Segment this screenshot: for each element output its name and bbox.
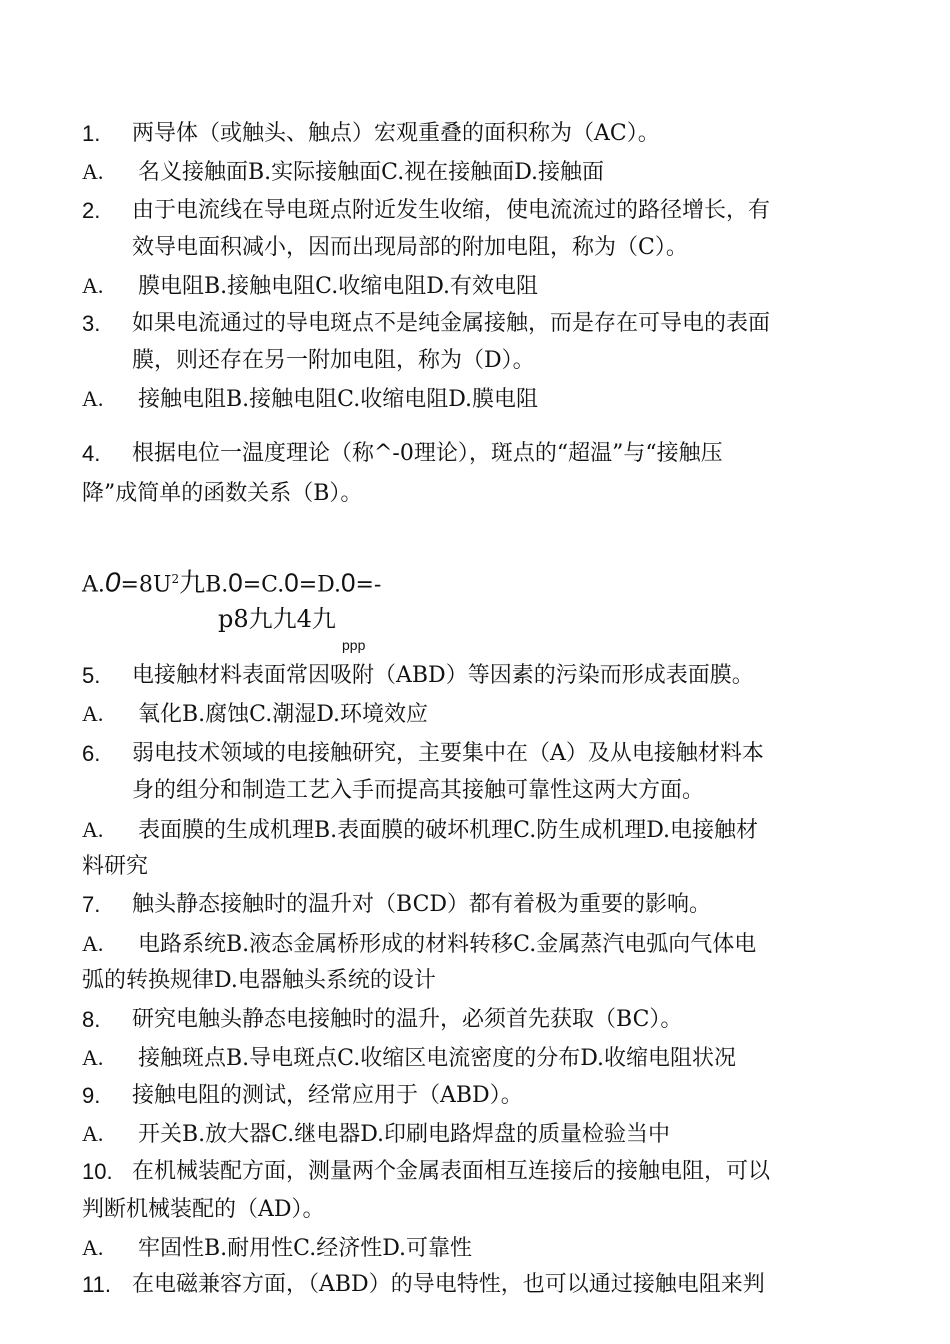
- question-text-cont: 效导电面积减小，因而出现局部的附加电阻，称为（C）。: [132, 235, 688, 260]
- question-4: [82, 439, 100, 470]
- options-text: 氧化B.腐蚀C.潮湿D.环境效应: [138, 702, 429, 727]
- question-text: 电接触材料表面常因吸附（ABD）等因素的污染而形成表面膜。: [132, 663, 754, 688]
- question-text: 在机械装配方面，测量两个金属表面相互连接后的接触电阻，可以: [132, 1159, 771, 1184]
- question-11: [82, 1270, 111, 1301]
- question-text: 接触电阻的测试，经常应用于（ABD）。: [132, 1083, 523, 1108]
- theta-symbol: 0: [104, 566, 121, 598]
- eq-a: A.: [82, 572, 105, 598]
- eq-j: 0: [340, 567, 356, 598]
- question-text: 由于电流线在导电斑点附近发生收缩，使电流流过的路径增长，有: [132, 198, 771, 223]
- option-prefix: A.: [82, 386, 104, 411]
- option-prefix: A.: [82, 273, 104, 298]
- question-number: 7.: [82, 892, 101, 917]
- question-number: 1.: [82, 121, 101, 146]
- options-text: 接触电阻B.接触电阻C.收缩电阻D.膜电阻: [138, 387, 539, 412]
- question-8: [82, 1005, 100, 1036]
- options-text: 膜电阻B.接触电阻C.收缩电阻D.有效电阻: [138, 274, 539, 299]
- question-number: 5.: [82, 663, 101, 688]
- question-1: [82, 119, 100, 150]
- question-text-cont: 降”成简单的函数关系（B）。: [82, 481, 363, 506]
- options-7: [82, 929, 756, 960]
- question-2: [82, 196, 100, 227]
- question-text: 研究电触头静态电接触时的温升，必须首先获取（BC）。: [132, 1007, 683, 1032]
- options-5: [82, 699, 428, 730]
- eq-g: =C.: [242, 572, 285, 598]
- question-text-cont: 身的组分和制造工艺入手而提高其接触可靠性这两大方面。: [132, 778, 705, 803]
- question-text: 弱电技术领域的电接触研究，主要集中在（A）及从电接触材料本: [132, 741, 764, 766]
- eq-sup: 2: [171, 572, 180, 586]
- question-text: 触头静态接触时的温升对（BCD）都有着极为重要的影响。: [132, 892, 712, 917]
- options-9: [82, 1119, 670, 1150]
- eq-b: =8U: [120, 572, 172, 598]
- options-3: [82, 384, 538, 415]
- eq-k: =-: [355, 572, 382, 598]
- option-prefix: A.: [82, 931, 104, 956]
- options-text-cont: 料研究: [82, 854, 149, 879]
- question-number: 3.: [82, 311, 101, 336]
- question-number: 9.: [82, 1083, 101, 1108]
- question-5: [82, 661, 100, 692]
- question-text-cont: 判断机械装配的（AD）。: [82, 1197, 325, 1222]
- question-number: 6.: [82, 741, 101, 766]
- options-text: 名义接触面B.实际接触面C.视在接触面D.接触面: [138, 160, 605, 185]
- option-prefix: A.: [82, 1235, 104, 1260]
- options-text: 接触斑点B.导电斑点C.收缩区电流密度的分布D.收缩电阻状况: [138, 1046, 737, 1071]
- options-text: 电路系统B.液态金属桥形成的材料转移C.金属蒸汽电弧向气体电: [138, 932, 757, 957]
- question-7: [82, 890, 100, 921]
- options-text: 表面膜的生成机理B.表面膜的破坏机理C.防生成机理D.电接触材: [138, 818, 759, 843]
- options-text-cont: 弧的转换规律D.电器触头系统的设计: [82, 968, 436, 993]
- equation-subscripts: ppp: [342, 637, 366, 653]
- question-6: [82, 739, 100, 770]
- option-prefix: A.: [82, 817, 104, 842]
- options-8: [82, 1043, 736, 1074]
- option-prefix: A.: [82, 1121, 104, 1146]
- equation-options: [82, 564, 381, 600]
- options-2: [82, 271, 538, 302]
- option-prefix: A.: [82, 701, 104, 726]
- eq-f: 0: [228, 567, 243, 598]
- question-text-cont: 膜，则还存在另一附加电阻，称为（D）。: [132, 348, 535, 373]
- option-prefix: A.: [82, 159, 104, 184]
- question-number: 4.: [82, 441, 101, 466]
- question-text: 在电磁兼容方面，（ABD）的导电特性，也可以通过接触电阻来判: [132, 1272, 765, 1297]
- question-number: 8.: [82, 1007, 101, 1032]
- equation-denominators: p8九九4九: [218, 605, 336, 633]
- question-text: 两导体（或触头、触点）宏观重叠的面积称为（AC）。: [132, 121, 660, 146]
- options-text: 牢固性B.耐用性C.经济性D.可靠性: [138, 1236, 473, 1261]
- question-number: 11.: [82, 1272, 111, 1297]
- question-text: 如果电流通过的导电斑点不是纯金属接触，而是存在可导电的表面: [132, 311, 771, 336]
- question-10: [82, 1157, 113, 1188]
- eq-e: B.: [205, 572, 229, 598]
- question-3: [82, 309, 100, 340]
- option-prefix: A.: [82, 1045, 104, 1070]
- options-10: [82, 1233, 472, 1264]
- eq-h: 0: [284, 567, 299, 598]
- question-number: 10.: [82, 1159, 113, 1184]
- options-6: [82, 815, 758, 846]
- question-text: 根据电位一温度理论（称^-0理论），斑点的“超温”与“接触压: [132, 441, 723, 466]
- options-text: 开关B.放大器C.继电器D.印刷电路焊盘的质量检验当中: [138, 1122, 671, 1147]
- eq-i: =D.: [298, 572, 341, 598]
- options-1: [82, 157, 604, 188]
- question-9: [82, 1081, 100, 1112]
- eq-d: 九: [179, 568, 206, 599]
- question-number: 2.: [82, 198, 101, 223]
